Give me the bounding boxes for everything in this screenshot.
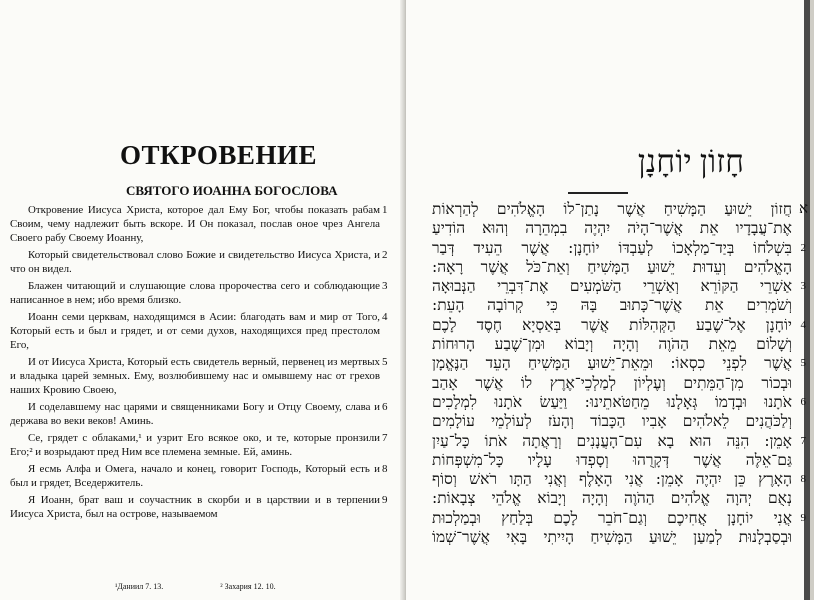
verse-number: 2 <box>800 241 806 254</box>
page-title: ОТКРОВЕНИЕ <box>120 140 317 170</box>
verse-number: 9 <box>800 511 806 524</box>
verse: Я есмь Алфа и Омега, начало и конец, говорит Господь, Который есть и был и грядет, Вседержитель. 8 <box>10 463 388 489</box>
verse-number: 3 <box>800 280 806 293</box>
verse: Который свидетельствовал слово Божие и свидетельство Иисуса Христа, и что он видел. 2 <box>10 249 388 275</box>
hebrew-line: אָמֵן: הִנֵּה הוּא בָא עִם־הָעֲנָנִים וְרָאֲתָה אֹתוֹ כָּל־עַיִן 7 <box>432 431 806 450</box>
verse: Откровение Иисуса Христа, которое дал Ему Бог, чтобы показать рабам Своим, чему надлежит быть вскоре. И Он показал, послав оное чрез Ангела Своего рабу Своему Иоанну, 1 <box>10 204 388 244</box>
footnote: ² Захария 12. 10. <box>220 582 276 591</box>
verse-number: 3 <box>382 280 388 292</box>
title-rule <box>568 192 628 194</box>
verse-number: 8 <box>382 463 388 475</box>
russian-text-column <box>10 203 388 524</box>
hebrew-title: חָזוֹן יוֹחָנָן <box>637 143 744 179</box>
verse-number: 5 <box>800 357 806 370</box>
hebrew-line: אַשְׁרֵי הַקּוֹרֵא וְאַשְׁרֵי הַשֹּׁמְעִים אֶת־דִּבְרֵי הַנְּבוּאָה 3 <box>432 277 806 296</box>
hebrew-text-column <box>432 200 808 547</box>
verse: Иоанн семи церквам, находящимся в Асии: благодать вам и мир от Того, Который есть и был и грядет, и от семи духов, находящихся пред престолом Его, 4 <box>10 311 388 351</box>
hebrew-line: אֹתָנוּ וּבְדָמוֹ גְּאָלָנוּ מֵחַטֹּאתֵינוּ: וַיַּעַשׂ אֹתָנוּ לִמְלָכִים 6 <box>432 392 806 411</box>
verse-number: 5 <box>382 356 388 368</box>
verse-number: 7 <box>382 432 388 444</box>
hebrew-line: וְשֹׁמְרִים אֵת אֲשֶׁר־כָּתוּב בָּהּ כִּי קְרוֹבָה הָעֵת: <box>432 296 792 315</box>
verse-number: 4 <box>382 311 388 323</box>
hebrew-line: וְשָׁלוֹם מֵאֵת הַהֹוֶה וְהָיָה וְיָבוֹא וּמִן־שֶׁבַע הָרוּחוֹת <box>432 335 792 354</box>
page-subtitle: СВЯТОГО ИОАННА БОГОСЛОВА <box>126 183 338 198</box>
show-through-text <box>60 40 63 59</box>
verse-number: 2 <box>382 249 388 261</box>
hebrew-line: הָאָרֶץ כֵּן יִהְיֶה אָמֵן: אֲנִי הָאָלֶף וְאֲנִי הַתָּו רֹאשׁ וְסוֹף 8 <box>432 470 806 489</box>
verse-number: א <box>798 201 808 217</box>
hebrew-line: נְאֻם יְהוָה אֱלֹהִים הַהֹוֶה וְהָיָה וְיָבוֹא אֱלֹהֵי צְבָאוֹת: <box>432 489 792 508</box>
verse-number: 6 <box>382 401 388 413</box>
footnotes <box>115 582 375 591</box>
verse-number: 6 <box>800 395 806 408</box>
hebrew-line: חֲזוֹן יֵשׁוּעַ הַמָּשִׁיחַ אֲשֶׁר נָתַן־לוֹ הָאֱלֹהִים לְהַרְאוֹת א <box>432 200 808 218</box>
footnote: ¹Даниил 7. 13. <box>115 582 164 591</box>
verse-number: 7 <box>800 434 806 447</box>
verse: Я Иоанн, брат ваш и соучастник в скорби и в царствии и в терпении Иисуса Христа, был на острове, называемом 9 <box>10 494 388 520</box>
hebrew-line: אֲשֶׁר לִפְנֵי כִסְאוֹ: וּמֵאֵת־יֵשׁוּעַ הַמָּשִׁיחַ הָעֵד הַנֶּאֱמָן 5 <box>432 354 806 373</box>
hebrew-line: אֶת־עֲבָדָיו אֵת אֲשֶׁר־הָיֹה יִהְיֶה בִמְהֵרָה וְהוּא הוֹדִיעַ <box>432 219 792 238</box>
hebrew-line: וּבְסַבְלָנוּת לְמַעַן יֵשׁוּעַ הַמָּשִׁיחַ הָיִיתִי בָּאִי אֲשֶׁר־שְׁמוֹ <box>432 528 792 547</box>
hebrew-line: וְלַכֹּהֲנִים לֵאלֹהִים אָבִיו הַכָּבוֹד וְהָעֹז לְעוֹלְמֵי עוֹלָמִים <box>432 412 792 431</box>
hebrew-line: הָאֱלֹהִים וְעֵדוּת יֵשׁוּעַ הַמָּשִׁיחַ וְאֵת־כֹּל אֲשֶׁר רָאָה: <box>432 257 792 276</box>
verse: Се, грядет с облаками,¹ и узрит Его всякое око, и те, которые пронзили Его;² и возрыдают пред Ним все племена земные. Ей, аминь. 7 <box>10 432 388 458</box>
verse-number: 8 <box>800 473 806 486</box>
hebrew-line: וּבְכוֹר מִן־הַמֵּתִים וְעֶלְיוֹן לְמַלְכֵי־אֶרֶץ לוֹ אֲשֶׁר אָהַב <box>432 373 792 392</box>
verse-number: 1 <box>382 204 388 216</box>
verse: И от Иисуса Христа, Который есть свидетель верный, первенец из мертвых и владыка царей земных. Ему, возлюбившему нас и омывшему нас от грехов наших Кровию Своею, 5 <box>10 356 388 396</box>
hebrew-line: יוֹחָנָן אֶל־שֶׁבַע הַקְּהִלּוֹת אֲשֶׁר בְּאַסְיָא חֶסֶד לָכֶם 4 <box>432 315 806 334</box>
verse: И соделавшему нас царями и священниками Богу и Отцу Своему, слава и держава во веки веков! Аминь. 6 <box>10 401 388 427</box>
hebrew-line: אֲנִי יוֹחָנָן אֲחִיכֶם וְגַם־חֹבֵר לָכֶם בְּלַחַץ וּבְמַלְכוּת 9 <box>432 508 806 527</box>
verse: Блажен читающий и слушающие слова пророчества сего и соблюдающие написанное в нем; ибо время близко. 3 <box>10 280 388 306</box>
hebrew-line: בִּשְׁלֹחוֹ בְּיַד־מַלְאָכוֹ לְעַבְדּוֹ יוֹחָנָן: אֲשֶׁר הֵעִיד דְּבַר 2 <box>432 238 806 257</box>
verse-number: 4 <box>800 318 806 331</box>
left-page <box>0 0 405 600</box>
hebrew-line: גַּם־אֵלֶּה אֲשֶׁר דְּקָרֻהוּ וְסָפְדוּ עָלָיו כָּל־מִשְׁפְּחוֹת <box>432 450 792 469</box>
verse-number: 9 <box>382 494 388 506</box>
